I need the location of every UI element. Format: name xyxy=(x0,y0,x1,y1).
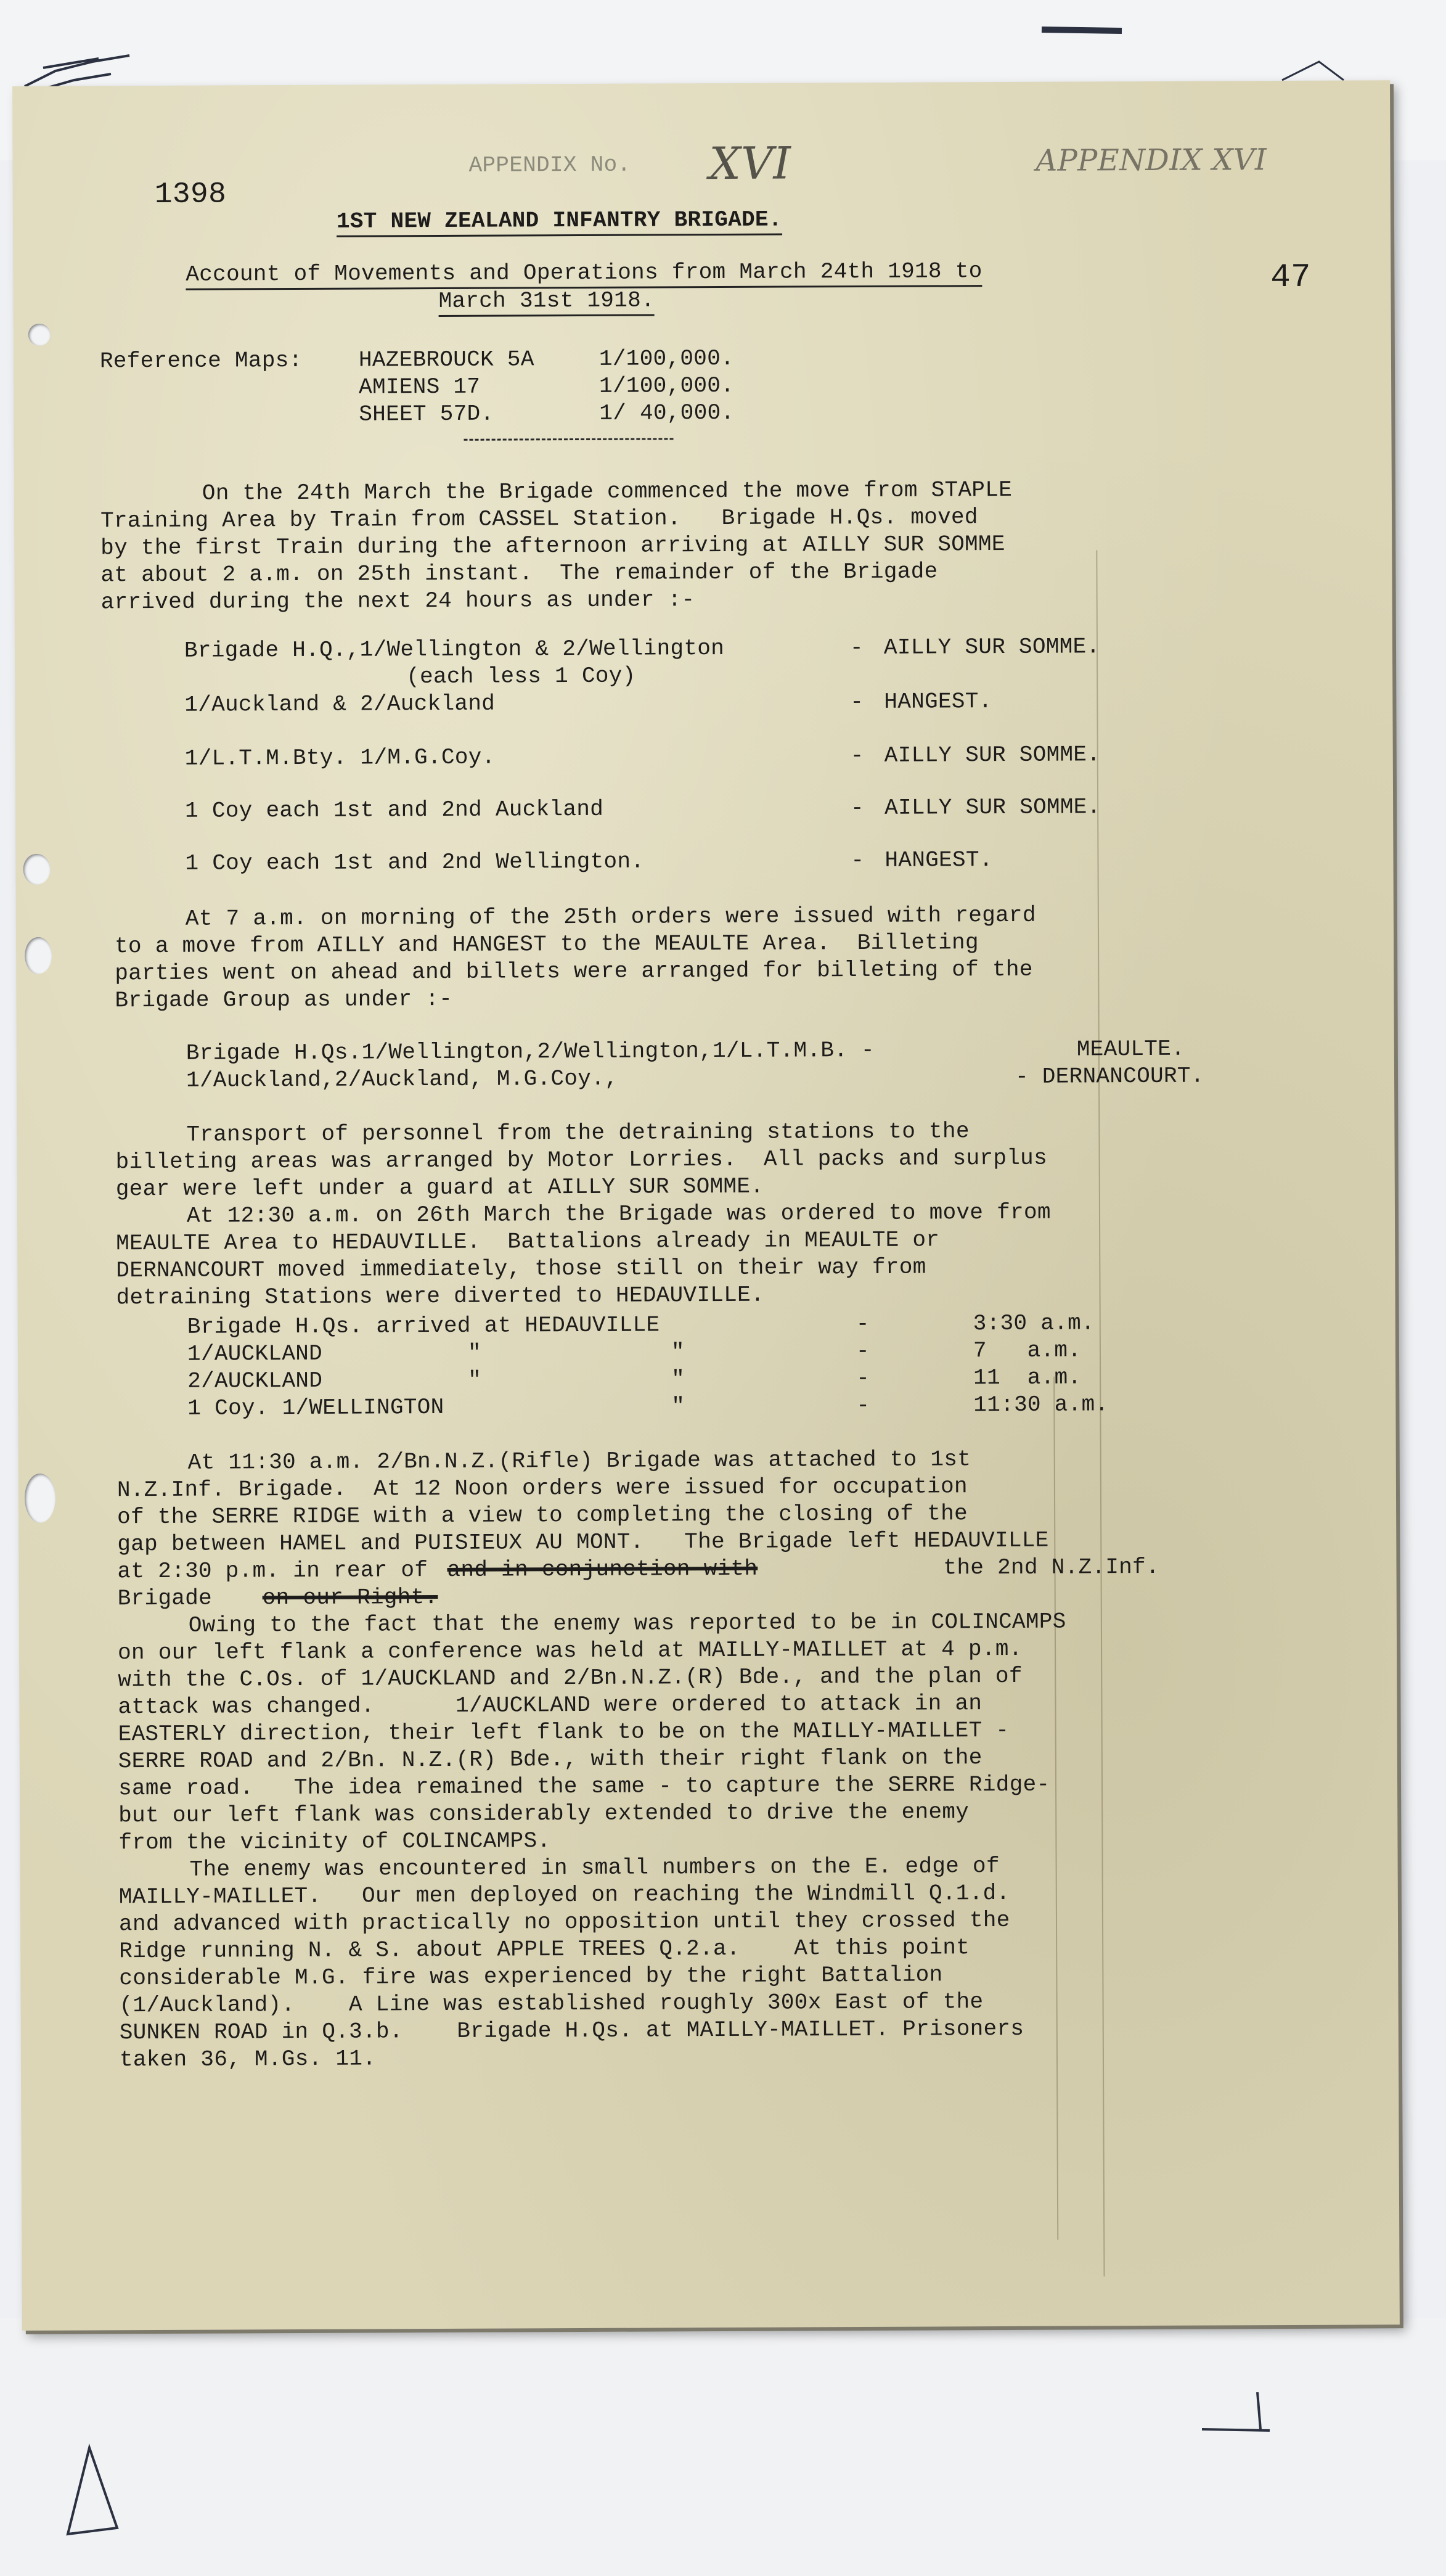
time-dash: - xyxy=(856,1338,870,1364)
billet-units: Brigade H.Qs.1/Wellington,2/Wellington,1/L.T.M.B. - xyxy=(186,1037,875,1066)
account-title-line1: Account of Movements and Operations from March 24th 1918 to xyxy=(186,258,982,290)
time-value: 3:30 a.m. xyxy=(973,1310,1095,1337)
billet-place: - DERNANCOURT. xyxy=(1015,1063,1204,1089)
crease-line xyxy=(1053,1377,1058,2240)
punch-hole xyxy=(28,324,51,346)
ditto-mark: " xyxy=(671,1393,685,1419)
document-page xyxy=(12,80,1400,2331)
pen-triangle-bottom-left xyxy=(59,2442,126,2540)
time-dash: - xyxy=(856,1365,870,1392)
paragraph-line: same road. The idea remained the same - to capture the SERRE Ridge- xyxy=(118,1771,1050,1802)
struck-text: on our Right. xyxy=(262,1585,438,1611)
paragraph-line: detraining Stations were diverted to HEDAUVILLE. xyxy=(116,1282,765,1311)
paragraph-line: taken 36, M.Gs. 11. xyxy=(119,2046,377,2073)
map-scale: 1/100,000. xyxy=(598,345,735,372)
paragraph-line: at about 2 a.m. on 25th instant. The remainder of the Brigade xyxy=(100,559,938,588)
map-name: AMIENS 17 xyxy=(359,374,481,400)
ditto-mark: " xyxy=(468,1367,482,1393)
paragraph-line: parties went on ahead and billets were arranged for billeting of the xyxy=(115,956,1033,987)
paragraph-line: The enemy was encountered in small numbers on the E. edge of xyxy=(189,1853,1000,1882)
paragraph-line: attack was changed. 1/AUCKLAND were ordered to attack in an xyxy=(118,1691,982,1720)
appendix-number: XVI xyxy=(709,137,791,190)
paragraph-line: At 12:30 a.m. on 26th March the Brigade was ordered to move from xyxy=(186,1199,1051,1229)
arrival-place: AILLY SUR SOMME. xyxy=(884,794,1101,821)
map-scale: 1/ 40,000. xyxy=(599,400,735,426)
paragraph-line: by the first Train during the afternoon arriving at AILLY SUR SOMME xyxy=(100,531,1005,561)
time-value: 11 a.m. xyxy=(973,1364,1082,1391)
punch-hole xyxy=(25,937,52,974)
appendix-stamp: APPENDIX XVI xyxy=(1035,142,1267,178)
paragraph-line: gap between HAMEL and PUISIEUX AU MONT. The Brigade left HEDAUVILLE xyxy=(117,1527,1049,1557)
paragraph-line-end: the 2nd N.Z.Inf. xyxy=(943,1554,1160,1581)
paragraph-line: from the vicinity of COLINCAMPS. xyxy=(118,1828,551,1856)
paragraph-line: SUNKEN ROAD in Q.3.b. Brigade H.Qs. at MAILLY-MAILLET. Prisoners xyxy=(119,2016,1024,2046)
arrival-unit: 1/L.T.M.Bty. 1/M.G.Coy. xyxy=(184,744,496,771)
file-number: 1398 xyxy=(154,178,227,211)
arrival-place: HANGEST. xyxy=(884,689,992,715)
time-dash: - xyxy=(856,1311,870,1337)
paragraph-line: EASTERLY direction, their left flank to be on the MAILLY-MAILLET - xyxy=(118,1717,1010,1747)
time-dash: - xyxy=(856,1392,870,1419)
paragraph-line: considerable M.G. fire was experienced by the right Battalion xyxy=(119,1962,943,1991)
paragraph-line: Training Area by Train from CASSEL Station. Brigade H.Qs. moved xyxy=(100,504,978,534)
pen-scribble-top xyxy=(1035,17,1128,42)
arrival-place: AILLY SUR SOMME. xyxy=(883,634,1100,660)
paragraph-line: DERNANCOURT moved immediately, those still on their way from xyxy=(116,1254,926,1284)
punch-hole xyxy=(23,854,50,885)
paragraph-line: Transport of personnel from the detraining stations to the xyxy=(186,1118,970,1147)
arrival-dash: - xyxy=(851,847,865,874)
ditto-mark: " xyxy=(671,1366,685,1392)
paragraph-line: Brigade Group as under :- xyxy=(115,986,453,1014)
arrival-unit: 1 Coy each 1st and 2nd Auckland xyxy=(185,796,604,824)
billet-units: 1/Auckland,2/Auckland, M.G.Coy., xyxy=(186,1065,619,1093)
time-unit: Brigade H.Qs. arrived at HEDAUVILLE xyxy=(187,1312,660,1340)
billet-place: MEAULTE. xyxy=(1076,1036,1185,1062)
ditto-mark: " xyxy=(671,1339,685,1365)
paragraph-line: and advanced with practically no opposition until they crossed the xyxy=(118,1907,1010,1937)
paragraph-line: arrived during the next 24 hours as under :- xyxy=(100,587,695,615)
map-scale: 1/100,000. xyxy=(599,372,735,399)
paragraph-line: N.Z.Inf. Brigade. At 12 Noon orders were issued for occupation xyxy=(116,1474,968,1503)
time-unit: 2/AUCKLAND xyxy=(187,1368,323,1394)
paragraph-line: At 11:30 a.m. 2/Bn.N.Z.(Rifle) Brigade was attached to 1st xyxy=(187,1446,971,1475)
arrival-dash: - xyxy=(850,689,864,715)
paragraph-line: On the 24th March the Brigade commenced the move from STAPLE xyxy=(202,477,1013,506)
arrival-place: HANGEST. xyxy=(884,847,993,873)
paragraph-line: SERRE ROAD and 2/Bn. N.Z.(R) Bde., with their right flank on the xyxy=(118,1745,982,1774)
arrival-unit: 1/Auckland & 2/Auckland xyxy=(184,691,496,718)
paragraph-line: MEAULTE Area to HEDAUVILLE. Battalions already in MEAULTE or xyxy=(116,1227,940,1257)
time-unit: 1/AUCKLAND xyxy=(187,1340,323,1367)
arrival-unit: 1 Coy each 1st and 2nd Wellington. xyxy=(185,848,645,876)
paragraph-line: Owing to the fact that the enemy was reported to be in COLINCAMPS xyxy=(188,1609,1066,1638)
paragraph-line: of the SERRE RIDGE with a view to completing the closing of the xyxy=(117,1501,968,1530)
arrival-place: AILLY SUR SOMME. xyxy=(884,742,1101,768)
paragraph-line: Brigade xyxy=(117,1585,213,1612)
paragraph-line: but our left flank was considerably extended to drive the enemy xyxy=(118,1799,970,1829)
time-unit: 1 Coy. 1/WELLINGTON xyxy=(187,1394,444,1421)
separator-line xyxy=(464,438,674,440)
paragraph-line: MAILLY-MAILLET. Our men deployed on reaching the Windmill Q.1.d. xyxy=(118,1880,1010,1910)
paragraph-line: with the C.Os. of 1/AUCKLAND and 2/Bn.N.Z.(R) Bde., and the plan of xyxy=(118,1663,1023,1693)
arrival-sub: (each less 1 Coy) xyxy=(406,663,636,690)
background-bottom xyxy=(0,2318,1446,2576)
time-value: 11:30 a.m. xyxy=(973,1392,1109,1418)
arrival-dash: - xyxy=(849,634,864,661)
paragraph-line: At 7 a.m. on morning of the 25th orders were issued with regard xyxy=(185,902,1036,932)
paragraph-line: (1/Auckland). A Line was established roughly 300x East of the xyxy=(119,1989,984,2019)
arrival-dash: - xyxy=(850,742,864,769)
arrival-unit: Brigade H.Q.,1/Wellington & 2/Wellington xyxy=(184,635,725,663)
unit-title: 1ST NEW ZEALAND INFANTRY BRIGADE. xyxy=(337,207,782,237)
paragraph-line: at 2:30 p.m. in rear of xyxy=(117,1557,428,1585)
maps-label: Reference Maps: xyxy=(99,347,303,374)
paragraph-line: Ridge running N. & S. about APPLE TREES Q.2.a. At this point xyxy=(119,1935,970,1964)
paragraph-line: on our left flank a conference was held at MAILLY-MAILLET at 4 p.m. xyxy=(117,1636,1023,1666)
map-name: HAZEBROUCK 5A xyxy=(358,347,534,373)
paragraph-line: gear were left under a guard at AILLY SUR SOMME. xyxy=(115,1173,764,1202)
ditto-mark: " xyxy=(467,1340,481,1366)
arrival-dash: - xyxy=(851,795,865,821)
punch-hole xyxy=(25,1474,55,1523)
time-value: 7 a.m. xyxy=(973,1337,1082,1364)
paragraph-line: billeting areas was arranged by Motor Lorries. All packs and surplus xyxy=(115,1145,1048,1175)
appendix-label: APPENDIX No. xyxy=(468,152,631,178)
page-number: 47 xyxy=(1270,258,1311,297)
struck-text: and in conjunction with xyxy=(447,1556,758,1583)
pen-mark-bottom-right xyxy=(1196,2386,1282,2442)
account-title-line2: March 31st 1918. xyxy=(438,287,655,317)
paragraph-line: to a move from AILLY and HANGEST to the MEAULTE Area. Billeting xyxy=(114,930,979,959)
map-name: SHEET 57D. xyxy=(359,401,494,427)
